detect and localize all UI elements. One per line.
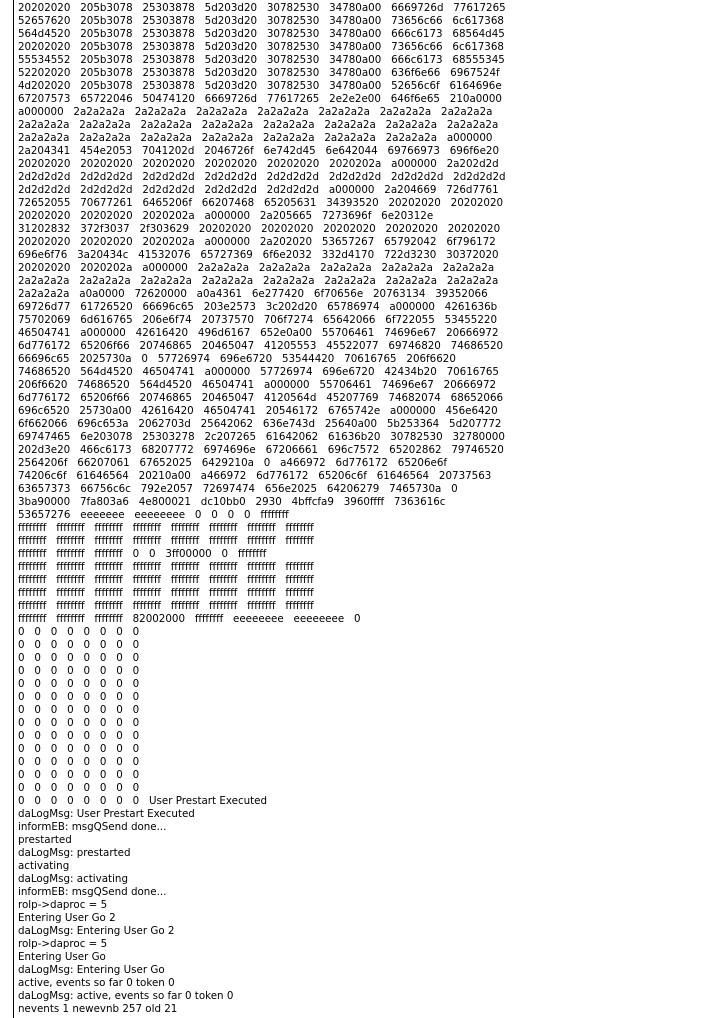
terminal-line: activating — [18, 860, 70, 872]
terminal-line: Entering User Go — [18, 951, 106, 963]
scrollbar[interactable] — [0, 0, 14, 1018]
terminal-line: 2a2a2a2a 2a2a2a2a 2a2a2a2a 2a2a2a2a 2a2a2a2a 2a2a2a2a 2a2a2a2a 2a2a2a2a — [18, 275, 499, 287]
terminal-line: 52202020 205b3078 25303878 5d203d20 30782530 34780a00 636f6e66 6967524f — [18, 67, 500, 79]
terminal-line: 52657620 205b3078 25303878 5d203d20 30782530 34780a00 73656c66 6c617368 — [18, 15, 504, 27]
terminal-line: 2d2d2d2d 2d2d2d2d 2d2d2d2d 2d2d2d2d 2d2d2d2d a000000 2a204669 726d7761 — [18, 184, 499, 196]
terminal-line: 202d3e20 466c6173 68207772 6974696e 67206661 696c7572 65202862 79746520 — [18, 444, 504, 456]
terminal-line: 46504741 a000000 42616420 496d6167 652e0a00 55706461 74696e67 20666972 — [18, 327, 499, 339]
terminal-line: 2564206f 66207061 67652025 6429210a 0 a466972 6d776172 65206e6f — [18, 457, 448, 469]
terminal-line: informEB: msgQSend done... — [18, 886, 167, 898]
terminal-output — [18, 2, 702, 1016]
terminal-line: 75702069 6d616765 206e6f74 20737570 706f7274 65642066 6f722055 53455220 — [18, 314, 498, 326]
terminal-line: ffffffff ffffffff ffffffff ffffffff ffffffff ffffffff ffffffff ffffffff — [18, 587, 314, 599]
terminal-line: 74686520 564d4520 46504741 a000000 57726974 696e6720 42434b20 70616765 — [18, 366, 499, 378]
terminal-line: 2a2a2a2a 2a2a2a2a 2a2a2a2a 2a2a2a2a 2a2a2a2a 2a2a2a2a 2a2a2a2a a000000 — [18, 132, 493, 144]
terminal-line: 0 0 0 0 0 0 0 0 — [18, 769, 140, 781]
terminal-line: daLogMsg: active, events so far 0 token 0 — [18, 990, 234, 1002]
terminal-line: ffffffff ffffffff ffffffff ffffffff ffffffff ffffffff ffffffff ffffffff — [18, 600, 314, 612]
terminal-line: 2a2a2a2a 2a2a2a2a 2a2a2a2a 2a2a2a2a 2a2a2a2a 2a2a2a2a 2a2a2a2a 2a2a2a2a — [18, 119, 499, 131]
terminal-line: 0 0 0 0 0 0 0 0 — [18, 691, 140, 703]
scrollbar-thumb[interactable] — [0, 953, 13, 1018]
terminal-line: 0 0 0 0 0 0 0 0 — [18, 678, 140, 690]
terminal-line: 4d202020 205b3078 25303878 5d203d20 30782530 34780a00 52656c6f 6164696e — [18, 80, 502, 92]
terminal-line: ffffffff ffffffff ffffffff ffffffff ffffffff ffffffff ffffffff ffffffff — [18, 535, 314, 547]
terminal-line: 69726d77 61726520 66696c65 203e2573 3c202d20 65786974 a000000 4261636b — [18, 301, 498, 313]
terminal-line: 72652055 70677261 6465206f 66207468 65205631 34393520 20202020 20202020 — [18, 197, 504, 209]
terminal-line: 6d776172 65206f66 20746865 20465047 4120564d 45207769 74682074 68652066 — [18, 392, 504, 404]
terminal-line: 2a204341 454e2053 7041202d 2046726f 6e742d45 6e642044 69766973 696f6e20 — [18, 145, 500, 157]
terminal-line: 20202020 205b3078 25303878 5d203d20 30782530 34780a00 73656c66 6c617368 — [18, 41, 504, 53]
terminal-line: active, events so far 0 token 0 — [18, 977, 175, 989]
terminal-line: 63657373 66756c6c 792e2057 72697474 656e2025 64206279 7465730a 0 — [18, 483, 458, 495]
terminal-line: 696e6f76 3a20434c 41532076 65727369 6f6e2032 332d4170 722d3230 30372020 — [18, 249, 499, 261]
terminal-line: daLogMsg: activating — [18, 873, 128, 885]
terminal-line: daLogMsg: User Prestart Executed — [18, 808, 195, 820]
terminal-line: 6f662066 696c653a 2062703d 25642062 636e743d 25640a00 5b253364 5d207772 — [18, 418, 502, 430]
terminal-line: 0 0 0 0 0 0 0 0 User Prestart Executed — [18, 795, 268, 807]
terminal-line: 20202020 20202020 20202020 20202020 20202020 2020202a a000000 2a202d2d — [18, 158, 499, 170]
terminal-line: 0 0 0 0 0 0 0 0 — [18, 704, 140, 716]
terminal-line: 0 0 0 0 0 0 0 0 — [18, 782, 140, 794]
terminal-line: 0 0 0 0 0 0 0 0 — [18, 665, 140, 677]
prompt-line[interactable] — [18, 1002, 37, 1015]
terminal-line: 0 0 0 0 0 0 0 0 — [18, 730, 140, 742]
terminal-line: 2d2d2d2d 2d2d2d2d 2d2d2d2d 2d2d2d2d 2d2d2d2d 2d2d2d2d 2d2d2d2d 2d2d2d2d — [18, 171, 506, 183]
terminal-line: 0 0 0 0 0 0 0 0 — [18, 639, 140, 651]
terminal-line: 55534552 205b3078 25303878 5d203d20 30782530 34780a00 666c6173 68555345 — [18, 54, 505, 66]
terminal-line: 74206c6f 61646564 20210a00 a466972 6d776172 65206c6f 61646564 20737563 — [18, 470, 492, 482]
terminal-line: ffffffff ffffffff ffffffff 0 0 3ff00000 0 ffffffff — [18, 548, 267, 560]
terminal-line: 0 0 0 0 0 0 0 0 — [18, 626, 140, 638]
terminal-line: 696c6520 25730a00 42616420 46504741 20546172 6765742e a000000 456e6420 — [18, 405, 498, 417]
terminal-line: 2a2a2a2a a0a0000 72620000 a0a4361 6e277420 6f70656e 20763134 39352066 — [18, 288, 488, 300]
terminal-line: 69747465 6e203078 25303278 2c207265 61642062 61636b20 30782530 32780000 — [18, 431, 505, 443]
terminal-line: nevents 1 newevnb 257 old 21 — [18, 1003, 178, 1015]
terminal-line: 20202020 2020202a a000000 2a2a2a2a 2a2a2a2a 2a2a2a2a 2a2a2a2a 2a2a2a2a — [18, 262, 495, 274]
terminal-line: 53657276 eeeeeee eeeeeeee 0 0 0 0 ffffffff — [18, 509, 289, 521]
terminal-line: 31202832 372f3037 2f303629 20202020 20202020 20202020 20202020 20202020 — [18, 223, 501, 235]
terminal-line: 0 0 0 0 0 0 0 0 — [18, 717, 140, 729]
terminal-line: ffffffff ffffffff ffffffff ffffffff ffffffff ffffffff ffffffff ffffffff — [18, 574, 314, 586]
terminal-line: 20202020 205b3078 25303878 5d203d20 30782530 34780a00 6669726d 77617265 — [18, 2, 506, 14]
terminal-line: ffffffff ffffffff ffffffff 82002000 ffffffff eeeeeeee eeeeeeee 0 — [18, 613, 361, 625]
terminal-line: 206f6620 74686520 564d4520 46504741 a000000 55706461 74696e67 20666972 — [18, 379, 497, 391]
terminal-line: 0 0 0 0 0 0 0 0 — [18, 743, 140, 755]
terminal-line: ffffffff ffffffff ffffffff ffffffff ffffffff ffffffff ffffffff ffffffff — [18, 522, 314, 534]
terminal-line: 0 0 0 0 0 0 0 0 — [18, 756, 140, 768]
terminal-line: 20202020 20202020 2020202a a000000 2a205665 7273696f 6e20312e — [18, 210, 434, 222]
terminal-line: 564d4520 205b3078 25303878 5d203d20 30782530 34780a00 666c6173 68564d45 — [18, 28, 505, 40]
terminal-line: 0 0 0 0 0 0 0 0 — [18, 652, 140, 664]
terminal-line: 3ba90000 7fa803a6 4e800021 dc10bb0 2930 4bffcfa9 3960ffff 7363616c — [18, 496, 446, 508]
terminal-line: a000000 2a2a2a2a 2a2a2a2a 2a2a2a2a 2a2a2a2a 2a2a2a2a 2a2a2a2a 2a2a2a2a — [18, 106, 493, 118]
terminal-line: prestarted — [18, 834, 72, 846]
terminal-line: informEB: msgQSend done... — [18, 821, 167, 833]
terminal-line: 66696c65 2025730a 0 57726974 696e6720 53544420 70616765 206f6620 — [18, 353, 456, 365]
terminal-line: ffffffff ffffffff ffffffff ffffffff ffffffff ffffffff ffffffff ffffffff — [18, 561, 314, 573]
terminal-line: daLogMsg: Entering User Go — [18, 964, 165, 976]
terminal-line: 67207573 65722046 50474120 6669726d 77617265 2e2e2e00 646f6e65 210a0000 — [18, 93, 502, 105]
terminal-line: rolp->daproc = 5 — [18, 938, 108, 950]
terminal-line: 6d776172 65206f66 20746865 20465047 41205553 45522077 69746820 74686520 — [18, 340, 504, 352]
terminal-line: daLogMsg: Entering User Go 2 — [18, 925, 175, 937]
terminal-line: Entering User Go 2 — [18, 912, 116, 924]
terminal-line: daLogMsg: prestarted — [18, 847, 131, 859]
terminal-line: rolp->daproc = 5 — [18, 899, 108, 911]
terminal-line: 20202020 20202020 2020202a a000000 2a202020 53657267 65792042 6f796172 — [18, 236, 496, 248]
